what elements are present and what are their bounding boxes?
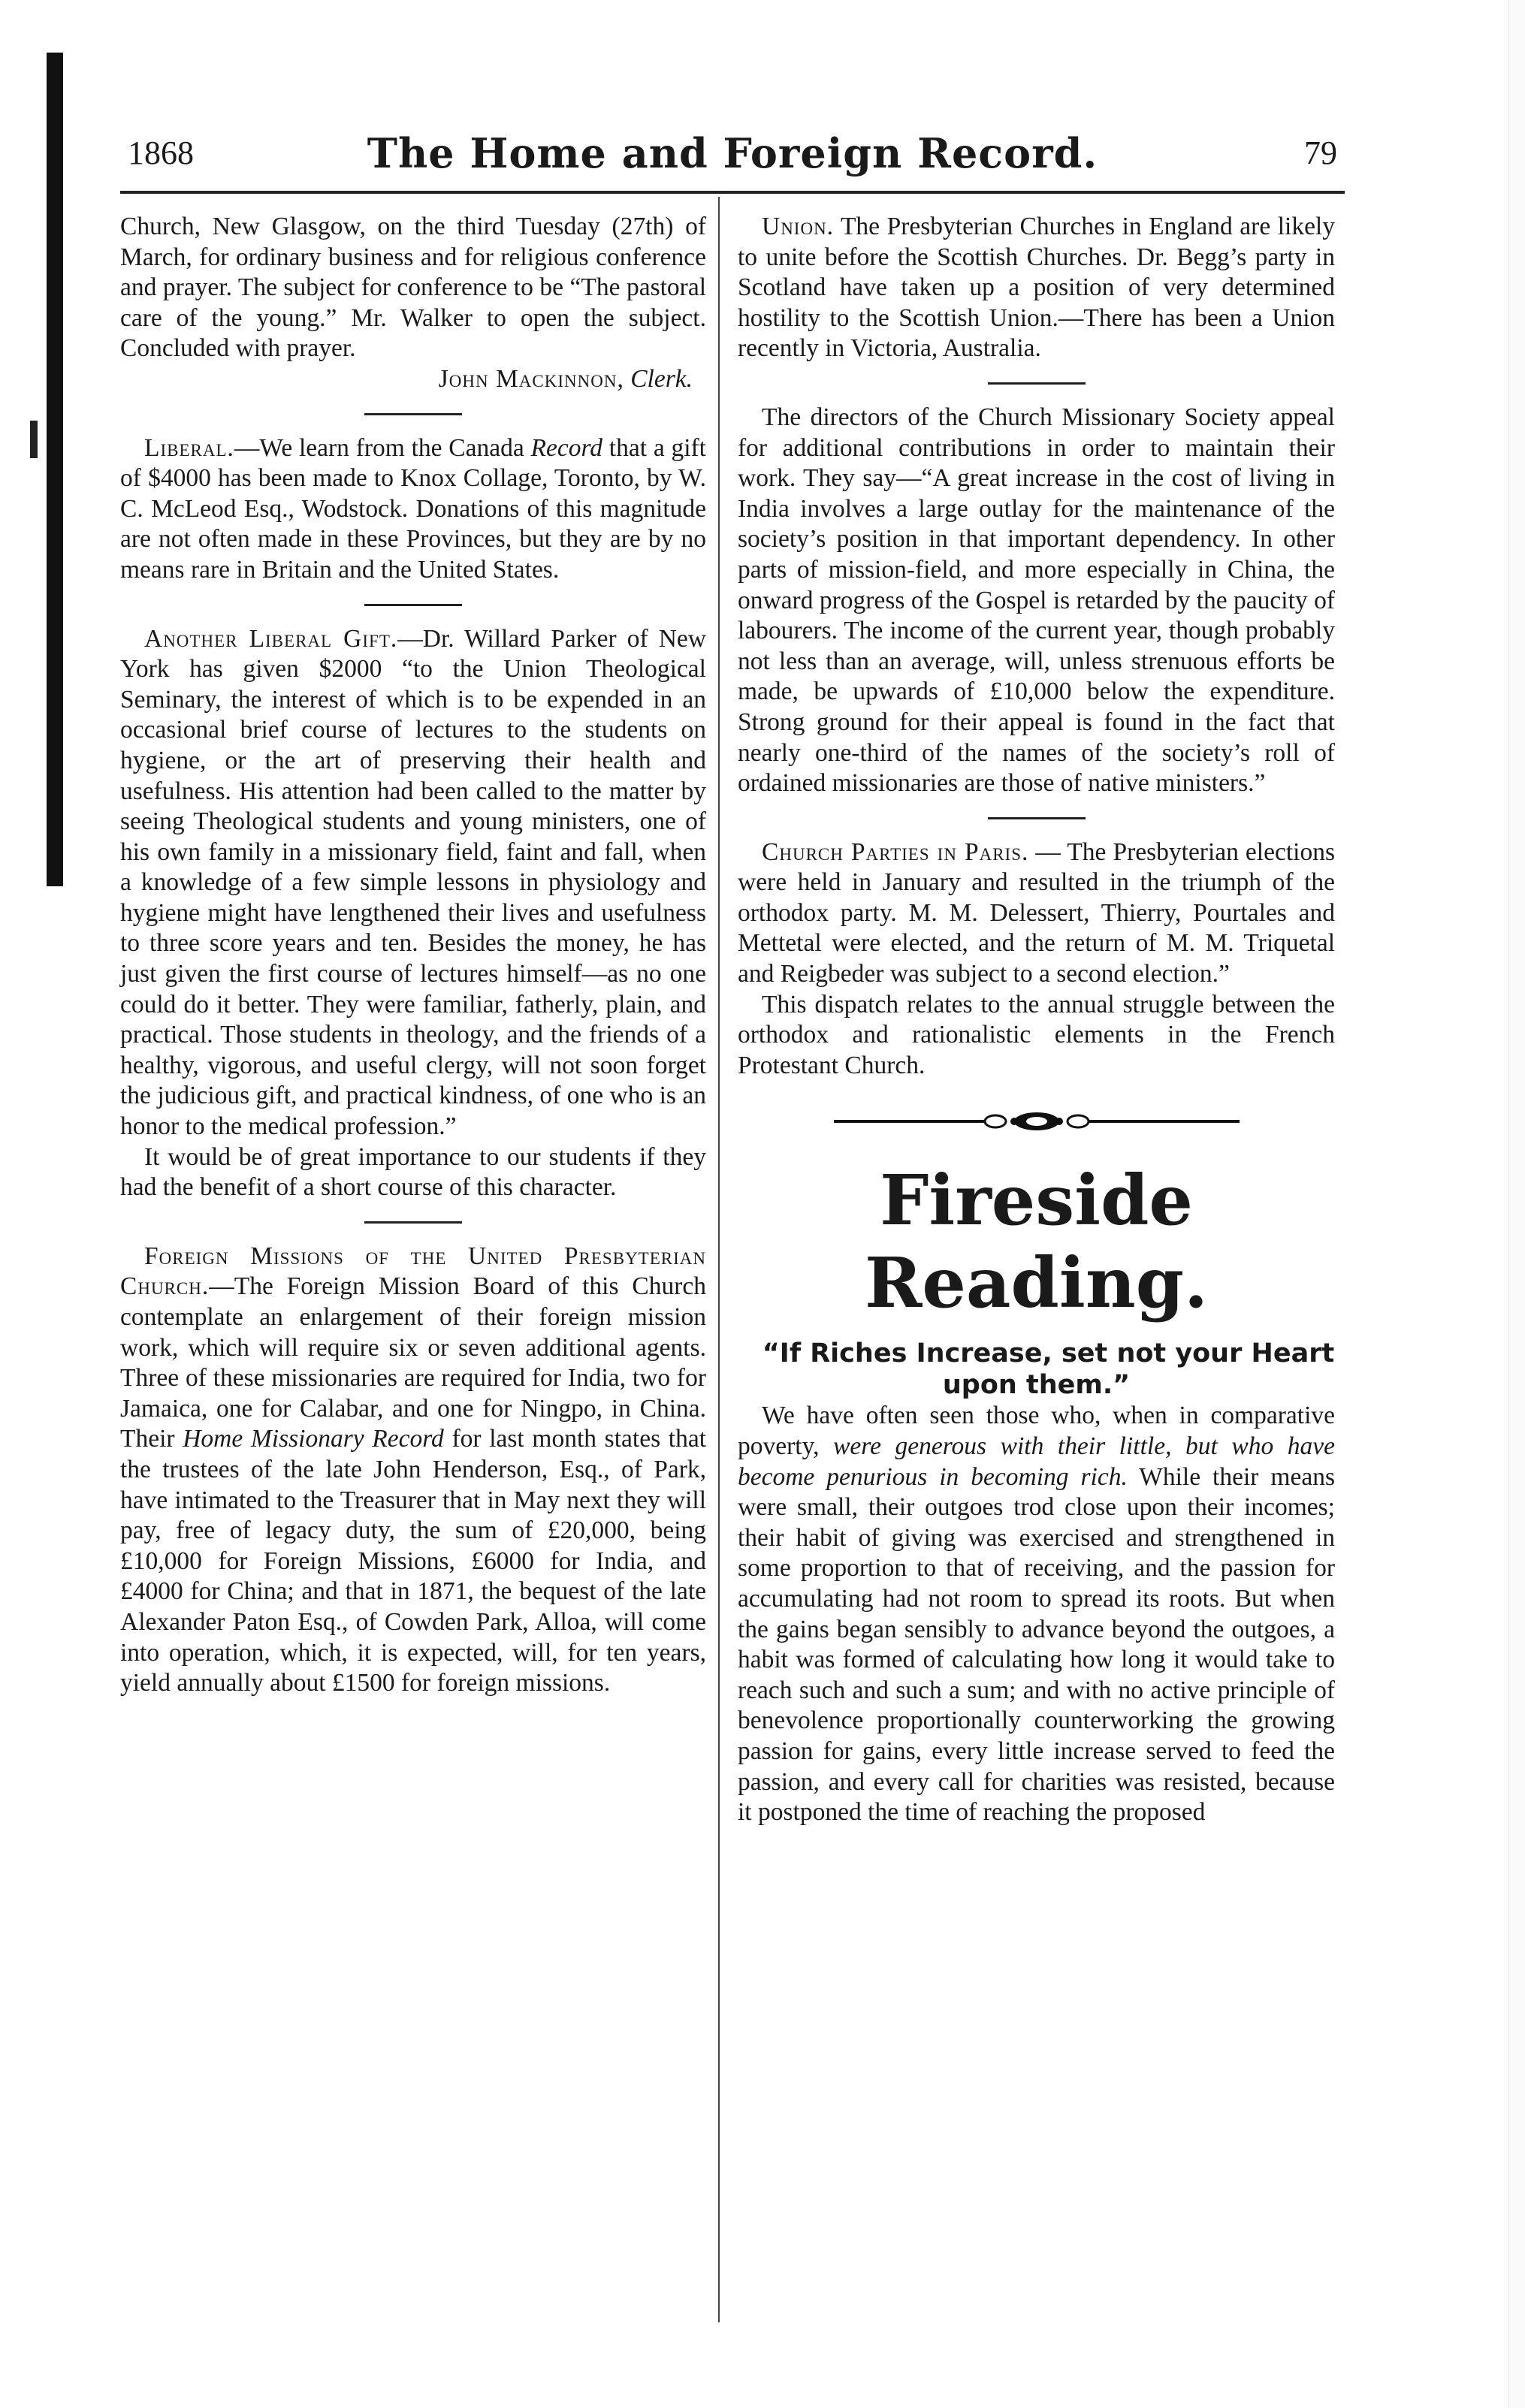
paragraph-riches: We have often seen those who, when in comparative poverty, were generous with their little, but who have become penurious in becoming rich. While their means were small, their outgoes trod close upon their incomes; their habit of giving was exercised and strengthened in some proportion to that of receiving, and the passion for accumulating had not room to spread its roots. But when the gains began sensibly to advance beyond the outgoes, a habit was formed of calculating how long it would take to reach such and such a sum; and with no active principle of benevolence proportionally counterworking the growing passion for gains, every little increase served to feed the passion, and every call for charities was resisted, because it postponed the time of reaching the proposed	[738, 1402, 1335, 1827]
section-rule	[988, 817, 1086, 819]
paragraph-another-liberal-gift: Another Liberal Gift.—Dr. Willard Parker of New York has given $2000 “to the Union Theological Seminary, the interest of which is to be expended in an occasional brief course of lectures to the students on hygiene, or the art of preserving their health and usefulness. His attention had been called to the matter by seeing Theological students and young ministers, one of his own family in a missionary field, faint and fall, when a knowledge of a few simple lessons in physiology and hygiene might have lengthened their lives and usefulness to three score years and ten. Besides the money, he has just given the first course of lectures himself—as no one could do it better. They were familiar, fatherly, plain, and practical. Those students in theology, and the friends of a healthy, vigorous, and useful clergy, will not soon forget the judicious gift, and practical kindness, of one who is an honor to the medical profession.”	[120, 624, 706, 1141]
signature-role: Clerk.	[630, 364, 693, 393]
header-year: 1868	[128, 134, 194, 171]
section-rule	[364, 604, 462, 606]
item-heading: Foreign Missions of the United Presbyterian Church.	[120, 1242, 706, 1301]
item-heading: Church Parties in Paris.	[762, 837, 1029, 866]
ornament-divider	[834, 1106, 1240, 1136]
paragraph-church-parties-paris: Church Parties in Paris. — The Presbyterian elections were held in January and resulted in the triumph of the orthodox party. M. M. Delessert, Thierry, Pourtales and Mettetal were elected, and the return of M. M. Triquetal and Reigbeder was subject to a second election.”	[738, 837, 1335, 988]
page-header	[128, 129, 1337, 186]
paragraph-presbytery-meeting: Church, New Glasgow, on the third Tuesday (27th) of March, for ordinary business and for religious conference and prayer. The subject for conference to be “The pastoral care of the young.” Mr. Walker to open the subject. Concluded with prayer.	[120, 213, 706, 363]
right-column	[738, 212, 1335, 1828]
scan-edge-shadow	[47, 53, 63, 886]
header-rule	[120, 191, 1345, 194]
paragraph-liberal: Liberal.—We learn from the Canada Record that a gift of $4000 has been made to Knox Collage, Toronto, by W. C. McLeod Esq., Wodstock. Donations of this magnitude are not often made in these Provinces, but they are by no means rare in Britain and the United States.	[120, 433, 706, 584]
column-divider	[718, 197, 720, 2322]
item-heading: Union.	[762, 213, 835, 240]
item-heading: Liberal.	[144, 433, 234, 462]
item-heading: Another Liberal Gift.	[144, 624, 398, 653]
paragraph-church-missionary-society: The directors of the Church Missionary Society appeal for additional contributions in order to maintain their work. They say—“A great increase in the cost of living in India involves a large outlay for the maintenance of the society’s position in that important dependency. In other parts of mission-field, and more especially in China, the onward progress of the Gospel is retarded by the paucity of labourers. The income of the current year, though probably not less than an average, will, unless strenuous efforts be made, be upwards of £10,000 below the expenditure. Strong ground for their appeal is found in the fact that nearly one-third of the names of the society’s roll of ordained missionaries are those of native ministers.”	[738, 403, 1335, 798]
header-title: The Home and Foreign Record.	[367, 129, 1098, 177]
scan-mark	[30, 421, 38, 458]
signature-name: John Mackinnon,	[438, 364, 624, 393]
section-rule	[988, 382, 1086, 385]
left-column	[120, 212, 706, 1699]
scan-page-edge	[1508, 0, 1525, 2408]
section-rule	[364, 1221, 462, 1224]
paragraph-union: Union. The Presbyterian Churches in England are likely to unite before the Scottish Churches. Dr. Begg’s party in Scotland have taken up a position of very determined hostility to the Scottish Union.—There has been a Union recently in Victoria, Australia.	[738, 213, 1335, 363]
section-heading: Fireside Reading.	[864, 1160, 1209, 1324]
paragraph-foreign-missions: Foreign Missions of the United Presbyterian Church.—The Foreign Mission Board of this Church contemplate an enlargement of their foreign mission work, which will require six or seven additional agents. Three of these missionaries are required for India, two for Jamaica, one for Calabar, and one for Ningpo, in China. Their Home Missionary Record for last month states that the trustees of the late John Henderson, Esq., of Park, have intimated to the Treasurer that in May next they will pay, free of legacy duty, the sum of £20,000, being £10,000 for Foreign Missions, £6000 for India, and £4000 for China; and that in 1871, the bequest of the late Alexander Paton Esq., of Cowden Park, Alloa, will come into operation, which, it is expected, will, for ten years, yield annually about £1500 for foreign missions.	[120, 1242, 707, 1697]
clerk-signature	[120, 364, 706, 395]
section-rule	[364, 413, 462, 415]
page-number: 79	[1304, 134, 1337, 171]
article-title: “If Riches Increase, set not your Heart upon them.”	[762, 1338, 1335, 1401]
paragraph-dispatch: This dispatch relates to the annual struggle between the orthodox and rationalistic elements in the French Protestant Church.	[738, 990, 1335, 1079]
paragraph-students-benefit: It would be of great importance to our students if they had the benefit of a short course of this character.	[120, 1142, 706, 1202]
